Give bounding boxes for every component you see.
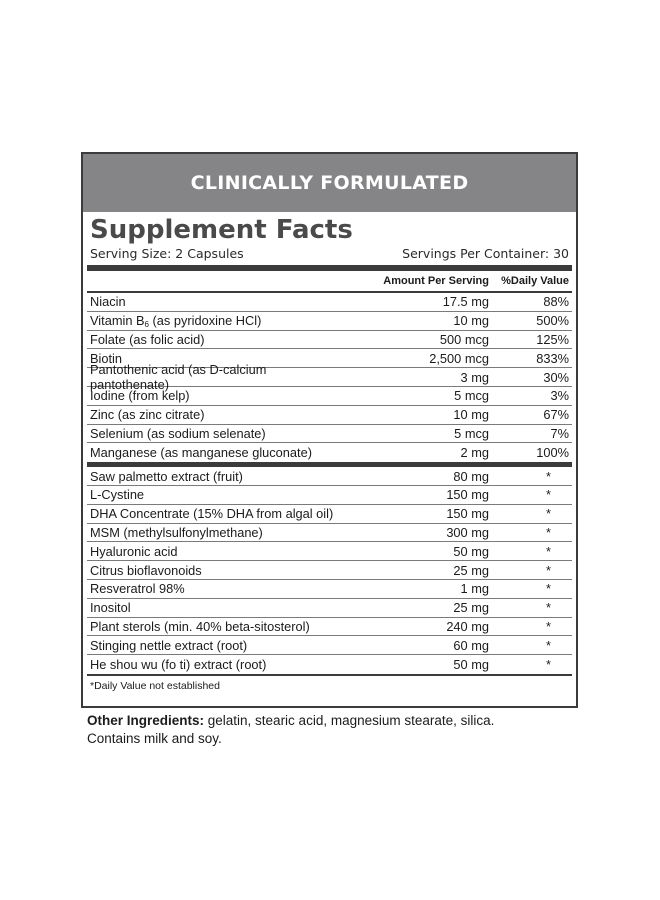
nutrient-row	[87, 406, 572, 425]
banner: CLINICALLY FORMULATED	[83, 154, 576, 212]
nutrient-name: He shou wu (fo ti) extract (root)	[90, 657, 267, 673]
nutrient-amount: 10 mg	[453, 313, 489, 329]
nutrient-name: Iodine (from kelp)	[90, 388, 190, 404]
daily-value-footnote: *Daily Value not established	[90, 679, 220, 692]
nutrient-daily-value: *	[546, 524, 551, 540]
nutrient-row	[87, 362, 572, 393]
amount-header: Amount Per Serving	[383, 275, 489, 287]
nutrient-name: DHA Concentrate (15% DHA from algal oil)	[90, 506, 334, 522]
nutrient-amount: 3 mg	[460, 369, 489, 385]
nutrient-daily-value: *	[546, 506, 551, 522]
nutrient-daily-value: *	[546, 487, 551, 503]
nutrient-row	[87, 312, 572, 331]
other-ingredients-label: Other Ingredients:	[87, 713, 205, 728]
nutrient-daily-value: 67%	[543, 407, 569, 423]
nutrient-name: Selenium (as sodium selenate)	[90, 425, 266, 441]
serving-info	[83, 245, 576, 265]
nutrient-amount: 17.5 mg	[442, 294, 489, 310]
nutrient-daily-value: 833%	[536, 350, 569, 366]
nutrient-name: Vitamin $B_6$ (as pyridoxine HCl)	[90, 312, 262, 329]
facts-title: Supplement Facts	[90, 215, 353, 245]
nutrient-row	[87, 505, 572, 524]
nutrient-amount: 1 mg	[460, 581, 489, 597]
ingredient-list	[87, 467, 572, 674]
nutrient-amount: 150 mg	[446, 506, 489, 522]
other-ingredients	[87, 712, 587, 748]
nutrient-row	[87, 425, 572, 444]
nutrient-name: L-Cystine	[90, 487, 145, 503]
nutrient-daily-value: *	[546, 600, 551, 616]
nutrient-name: Inositol	[90, 600, 131, 616]
nutrient-daily-value: *	[546, 637, 551, 653]
nutrient-amount: 50 mg	[453, 657, 489, 673]
supplement-facts-panel	[81, 152, 578, 708]
nutrient-daily-value: 100%	[536, 445, 569, 461]
nutrient-row	[87, 486, 572, 505]
nutrient-daily-value: *	[546, 562, 551, 578]
nutrient-amount: 300 mg	[446, 524, 489, 540]
nutrient-row	[87, 580, 572, 599]
nutrient-name: Stinging nettle extract (root)	[90, 637, 248, 653]
dv-header: %Daily Value	[501, 275, 569, 287]
nutrient-name: Plant sterols (min. 40% beta-sitosterol)	[90, 618, 310, 634]
nutrient-name: Manganese (as manganese gluconate)	[90, 445, 312, 461]
nutrient-row	[87, 618, 572, 637]
nutrient-name: Pantothenic acid (as D-calcium pantothenate)	[90, 362, 267, 393]
nutrient-row	[87, 331, 572, 350]
nutrient-name: Saw palmetto extract (fruit)	[90, 468, 243, 484]
nutrient-row	[87, 599, 572, 618]
nutrient-amount: 80 mg	[453, 468, 489, 484]
nutrient-daily-value: 30%	[543, 369, 569, 385]
nutrient-name: Zinc (as zinc citrate)	[90, 407, 205, 423]
nutrient-amount: 2,500 mcg	[429, 350, 489, 366]
allergen-statement: Contains milk and soy.	[87, 731, 222, 746]
nutrient-amount: 10 mg	[453, 407, 489, 423]
nutrient-daily-value: *	[546, 657, 551, 673]
nutrient-name: Hyaluronic acid	[90, 543, 178, 559]
nutrient-amount: 25 mg	[453, 600, 489, 616]
nutrient-daily-value: 3%	[550, 388, 569, 404]
nutrient-amount: 150 mg	[446, 487, 489, 503]
nutrient-name: Folate (as folic acid)	[90, 331, 205, 347]
nutrient-daily-value: *	[546, 468, 551, 484]
nutrient-row	[87, 524, 572, 543]
nutrient-daily-value: *	[546, 618, 551, 634]
nutrient-name: Biotin	[90, 350, 123, 366]
nutrient-amount: 5 mcg	[454, 425, 489, 441]
nutrient-daily-value: 500%	[536, 313, 569, 329]
nutrient-amount: 50 mg	[453, 543, 489, 559]
nutrient-amount: 5 mcg	[454, 388, 489, 404]
nutrient-daily-value: 7%	[550, 425, 569, 441]
nutrient-daily-value: *	[546, 543, 551, 559]
serving-size: Serving Size: 2 Capsules	[90, 246, 244, 261]
nutrient-amount: 60 mg	[453, 637, 489, 653]
nutrient-row	[87, 467, 572, 486]
nutrient-row	[87, 542, 572, 561]
nutrient-row	[87, 561, 572, 580]
nutrient-name: Citrus bioflavonoids	[90, 562, 202, 578]
nutrient-name: MSM (methylsulfonylmethane)	[90, 524, 263, 540]
nutrient-row	[87, 655, 572, 674]
nutrient-amount: 25 mg	[453, 562, 489, 578]
nutrient-name: Resveratrol 98%	[90, 581, 185, 597]
nutrient-amount: 240 mg	[446, 618, 489, 634]
nutrient-daily-value: 125%	[536, 331, 569, 347]
other-ingredients-text: gelatin, stearic acid, magnesium stearate, silica.	[204, 713, 495, 728]
vitamin-list	[87, 293, 572, 462]
nutrient-daily-value: *	[546, 581, 551, 597]
nutrient-row	[87, 293, 572, 312]
nutrient-daily-value: 88%	[543, 294, 569, 310]
nutrient-name: Niacin	[90, 294, 126, 310]
nutrient-row	[87, 636, 572, 655]
servings-per-container: Servings Per Container: 30	[402, 246, 569, 261]
nutrient-amount: 500 mcg	[439, 331, 489, 347]
nutrient-amount: 2 mg	[460, 445, 489, 461]
column-header	[87, 271, 572, 293]
nutrient-row	[87, 443, 572, 462]
nutrient-row	[87, 387, 572, 406]
